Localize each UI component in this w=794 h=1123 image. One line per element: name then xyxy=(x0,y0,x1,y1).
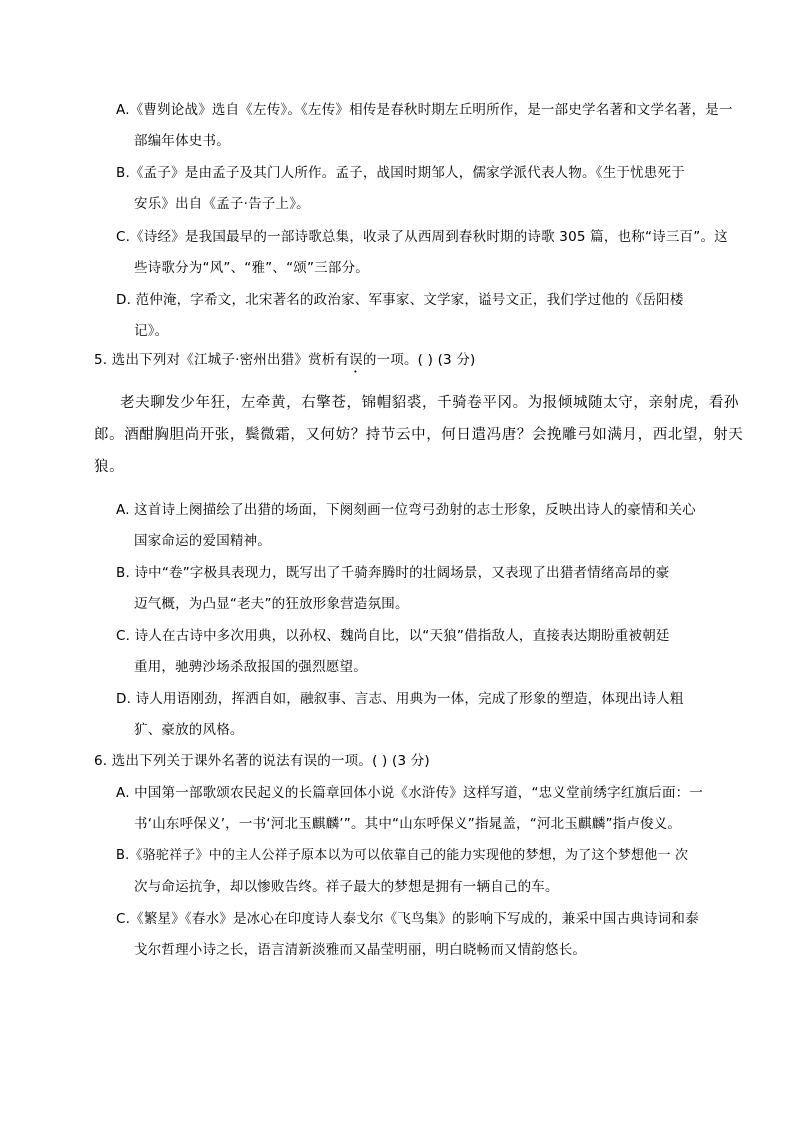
q6-stem: 6. 选出下列关于课外名著的说法有误的一项。( ) (3 分) xyxy=(94,753,430,769)
q5-stem-after: 的一项。( ) (3 分) xyxy=(362,352,476,368)
q5-option-b-line2: 迈气概，为凸显“老夫”的狂放形象营造氛围。 xyxy=(134,596,409,612)
q5-option-d-line1: D. 诗人用语刚劲，挥洒自如，融叙事、言志、用典为一体，完成了形象的塑造，体现出诗人粗 xyxy=(116,691,684,707)
q5-stem-before: 5. 选出下列对《江城子·密州出猎》赏析有 xyxy=(94,352,350,368)
q5-poem-line2: 郎。酒酣胸胆尚开张，鬓微霜，又何妨？持节云中，何日遣冯唐？会挽雕弓如满月，西北望，射天 xyxy=(94,427,744,443)
q6-option-a-line1: A. 中国第一部歌颂农民起义的长篇章回体小说《水浒传》这样写道，“忠义堂前绣字红旗后面：一 xyxy=(116,785,704,801)
q5-stem xyxy=(94,350,476,376)
q4-option-d-line1: D. 范仲淹，字希文，北宋著名的政治家、军事家、文学家，谥号文正，我们学过他的《岳阳楼 xyxy=(116,292,684,308)
q5-option-b-line1: B. 诗中“卷”字极具表现力，既写出了千骑奔腾时的壮阔场景，又表现了出猎者情绪高昂的豪 xyxy=(116,565,670,581)
q5-stem-emphasis: 误 xyxy=(349,352,363,368)
q5-option-a-line2: 国家命运的爱国精神。 xyxy=(134,533,271,549)
q6-option-c-line2: 戈尔哲理小诗之长，语言清新淡雅而又晶莹明丽，明白晓畅而又情韵悠长。 xyxy=(134,942,587,958)
q5-poem-line1: 老夫聊发少年狂，左牵黄，右擎苍，锦帽貂裘，千骑卷平冈。为报倾城随太守，亲射虎，看孙 xyxy=(120,395,740,411)
q4-option-c-line2: 些诗歌分为“风”、“雅”、“颂”三部分。 xyxy=(134,260,369,276)
q4-option-b-line2: 安乐》出自《孟子·告子上》。 xyxy=(134,196,310,212)
q5-poem-line3: 狼。 xyxy=(94,459,125,475)
q5-option-a-line1: A. 这首诗上阕描绘了出猎的场面，下阕刻画一位弯弓劲射的志士形象，反映出诗人的豪情和关心 xyxy=(116,502,696,518)
q4-option-c-line1: C.《诗经》是我国最早的一部诗歌总集，收录了从西周到春秋时期的诗歌 305 篇，也称“诗三百”。这 xyxy=(116,229,728,245)
q5-option-c-line1: C. 诗人在古诗中多次用典，以孙权、魏尚自比，以“天狼”借指敌人，直接表达期盼重被朝廷 xyxy=(116,628,670,644)
q6-option-c-line1: C.《繁星》《春水》是冰心在印度诗人泰戈尔《飞鸟集》的影响下写成的，兼采中国古典诗词和泰 xyxy=(116,911,699,927)
q6-option-b-line2: 次与命运抗争，却以惨败告终。祥子最大的梦想是拥有一辆自己的车。 xyxy=(134,879,559,895)
q4-option-d-line2: 记》。 xyxy=(134,323,169,339)
q6-option-a-line2: 书‘山东呼保义’，一书‘河北玉麒麟’”。其中“山东呼保义”指晁盖，“河北玉麒麟”指卢俊义。 xyxy=(134,816,682,832)
q4-option-b-line1: B.《孟子》是由孟子及其门人所作。孟子，战国时期邹人，儒家学派代表人物。《生于忧患死于 xyxy=(116,165,685,181)
q5-option-d-line2: 犷、豪放的风格。 xyxy=(134,722,244,738)
q4-option-a-line1: A.《曹刿论战》选自《左传》。《左传》相传是春秋时期左丘明所作，是一部史学名著和文学名著，是一 xyxy=(116,102,733,118)
q6-option-b-line1: B.《骆驼祥子》中的主人公祥子原本以为可以依靠自己的能力实现他的梦想，为了这个梦想他一 次 xyxy=(116,848,689,863)
q5-option-c-line2: 重用，驰骋沙场杀敌报国的强烈愿望。 xyxy=(134,659,367,675)
q4-option-a-line2: 部编年体史书。 xyxy=(134,133,230,149)
